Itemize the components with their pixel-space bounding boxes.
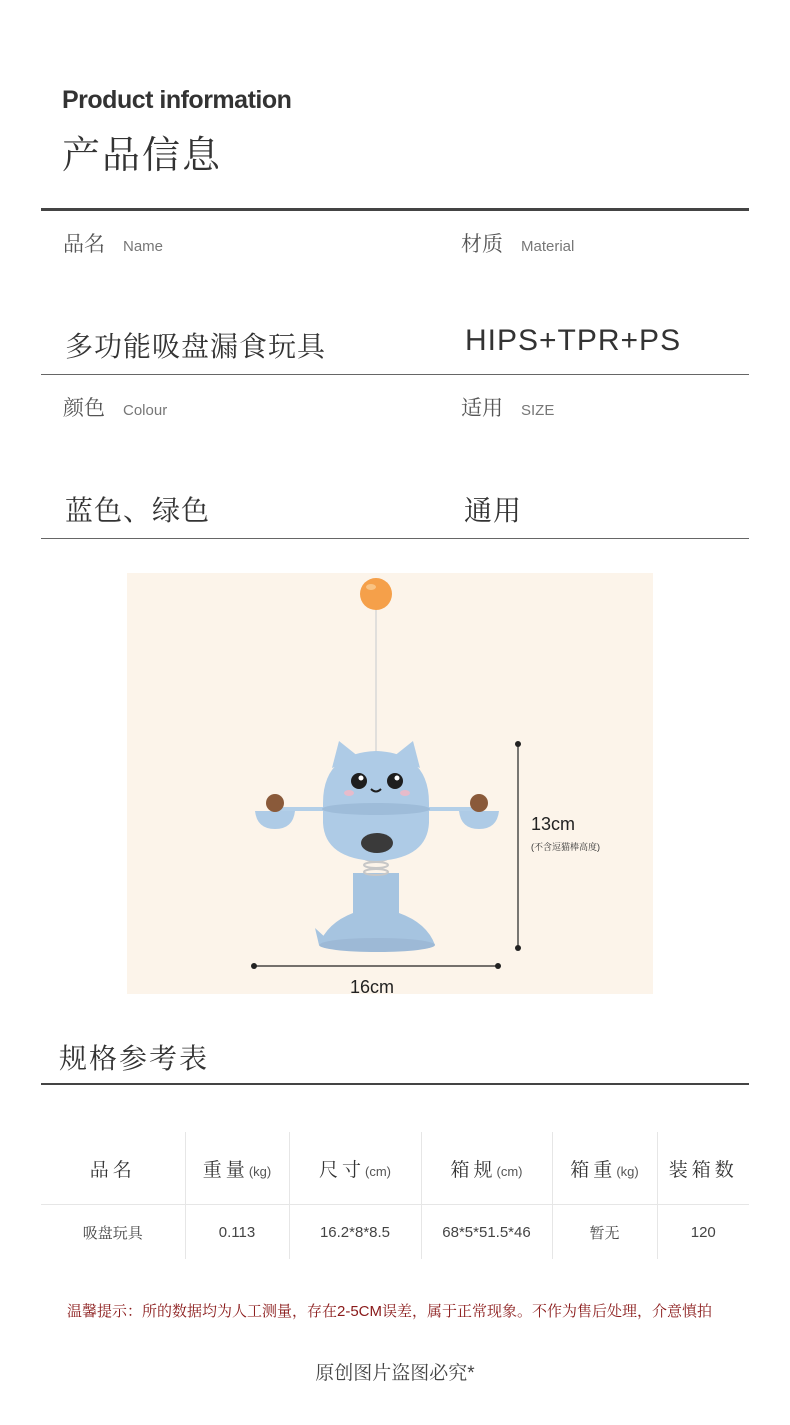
cell-box-weight: 暂无 [552,1205,657,1260]
divider [41,374,749,375]
measurement-tip: 温馨提示：所的数据均为人工测量，存在2-5CM误差，属于正常现象。不作为售后处理，介意慎拍 [67,1303,713,1320]
table-row [41,1205,749,1260]
colour-label-en: Colour [123,402,168,419]
divider [41,538,749,539]
spec-table-title: 规格参考表 [59,1043,210,1074]
colour-value: 蓝色、绿色 [65,495,211,526]
cell-size: 16.2*8*8.5 [289,1205,421,1260]
height-label: 13cm [531,814,576,834]
spec-table [41,1132,749,1259]
name-label-cn: 品名 [63,233,105,256]
height-note: (不含逗猫棒高度) [531,842,600,852]
divider [41,208,749,211]
table-header-row [41,1132,749,1205]
colour-label [63,392,167,422]
cell-box-count: 120 [657,1205,749,1260]
size-label-en: SIZE [521,402,555,419]
material-label-en: Material [521,238,575,255]
section-title-cn: 产品信息 [62,135,223,177]
divider [41,1083,749,1085]
size-label [461,392,554,422]
name-label-en: Name [123,238,164,255]
cell-box-spec: 68*5*51.5*46 [421,1205,552,1260]
header-box-spec: 箱规(cm) [421,1132,552,1205]
copyright-notice: 原创图片盗图必究* [315,1363,475,1384]
colour-label-cn: 颜色 [63,397,105,420]
section-title-en: Product information [62,86,292,114]
cat-toy-illustration [127,573,653,994]
size-value: 通用 [464,495,523,526]
width-label: 16cm [350,977,395,997]
header-box-count: 装箱数 [657,1132,749,1205]
product-image [127,573,653,997]
name-label [63,228,163,258]
header-name: 品名 [89,1159,136,1181]
header-weight: 重量(kg) [185,1132,289,1205]
material-value: HIPS+TPR+PS [465,324,682,357]
material-label-cn: 材质 [461,233,503,256]
material-label [461,228,574,258]
header-box-weight: 箱重(kg) [552,1132,657,1205]
cell-weight: 0.113 [185,1205,289,1260]
header-size: 尺寸(cm) [289,1132,421,1205]
name-value: 多功能吸盘漏食玩具 [65,331,327,362]
cell-name: 吸盘玩具 [41,1205,185,1260]
size-label-cn: 适用 [461,397,503,420]
